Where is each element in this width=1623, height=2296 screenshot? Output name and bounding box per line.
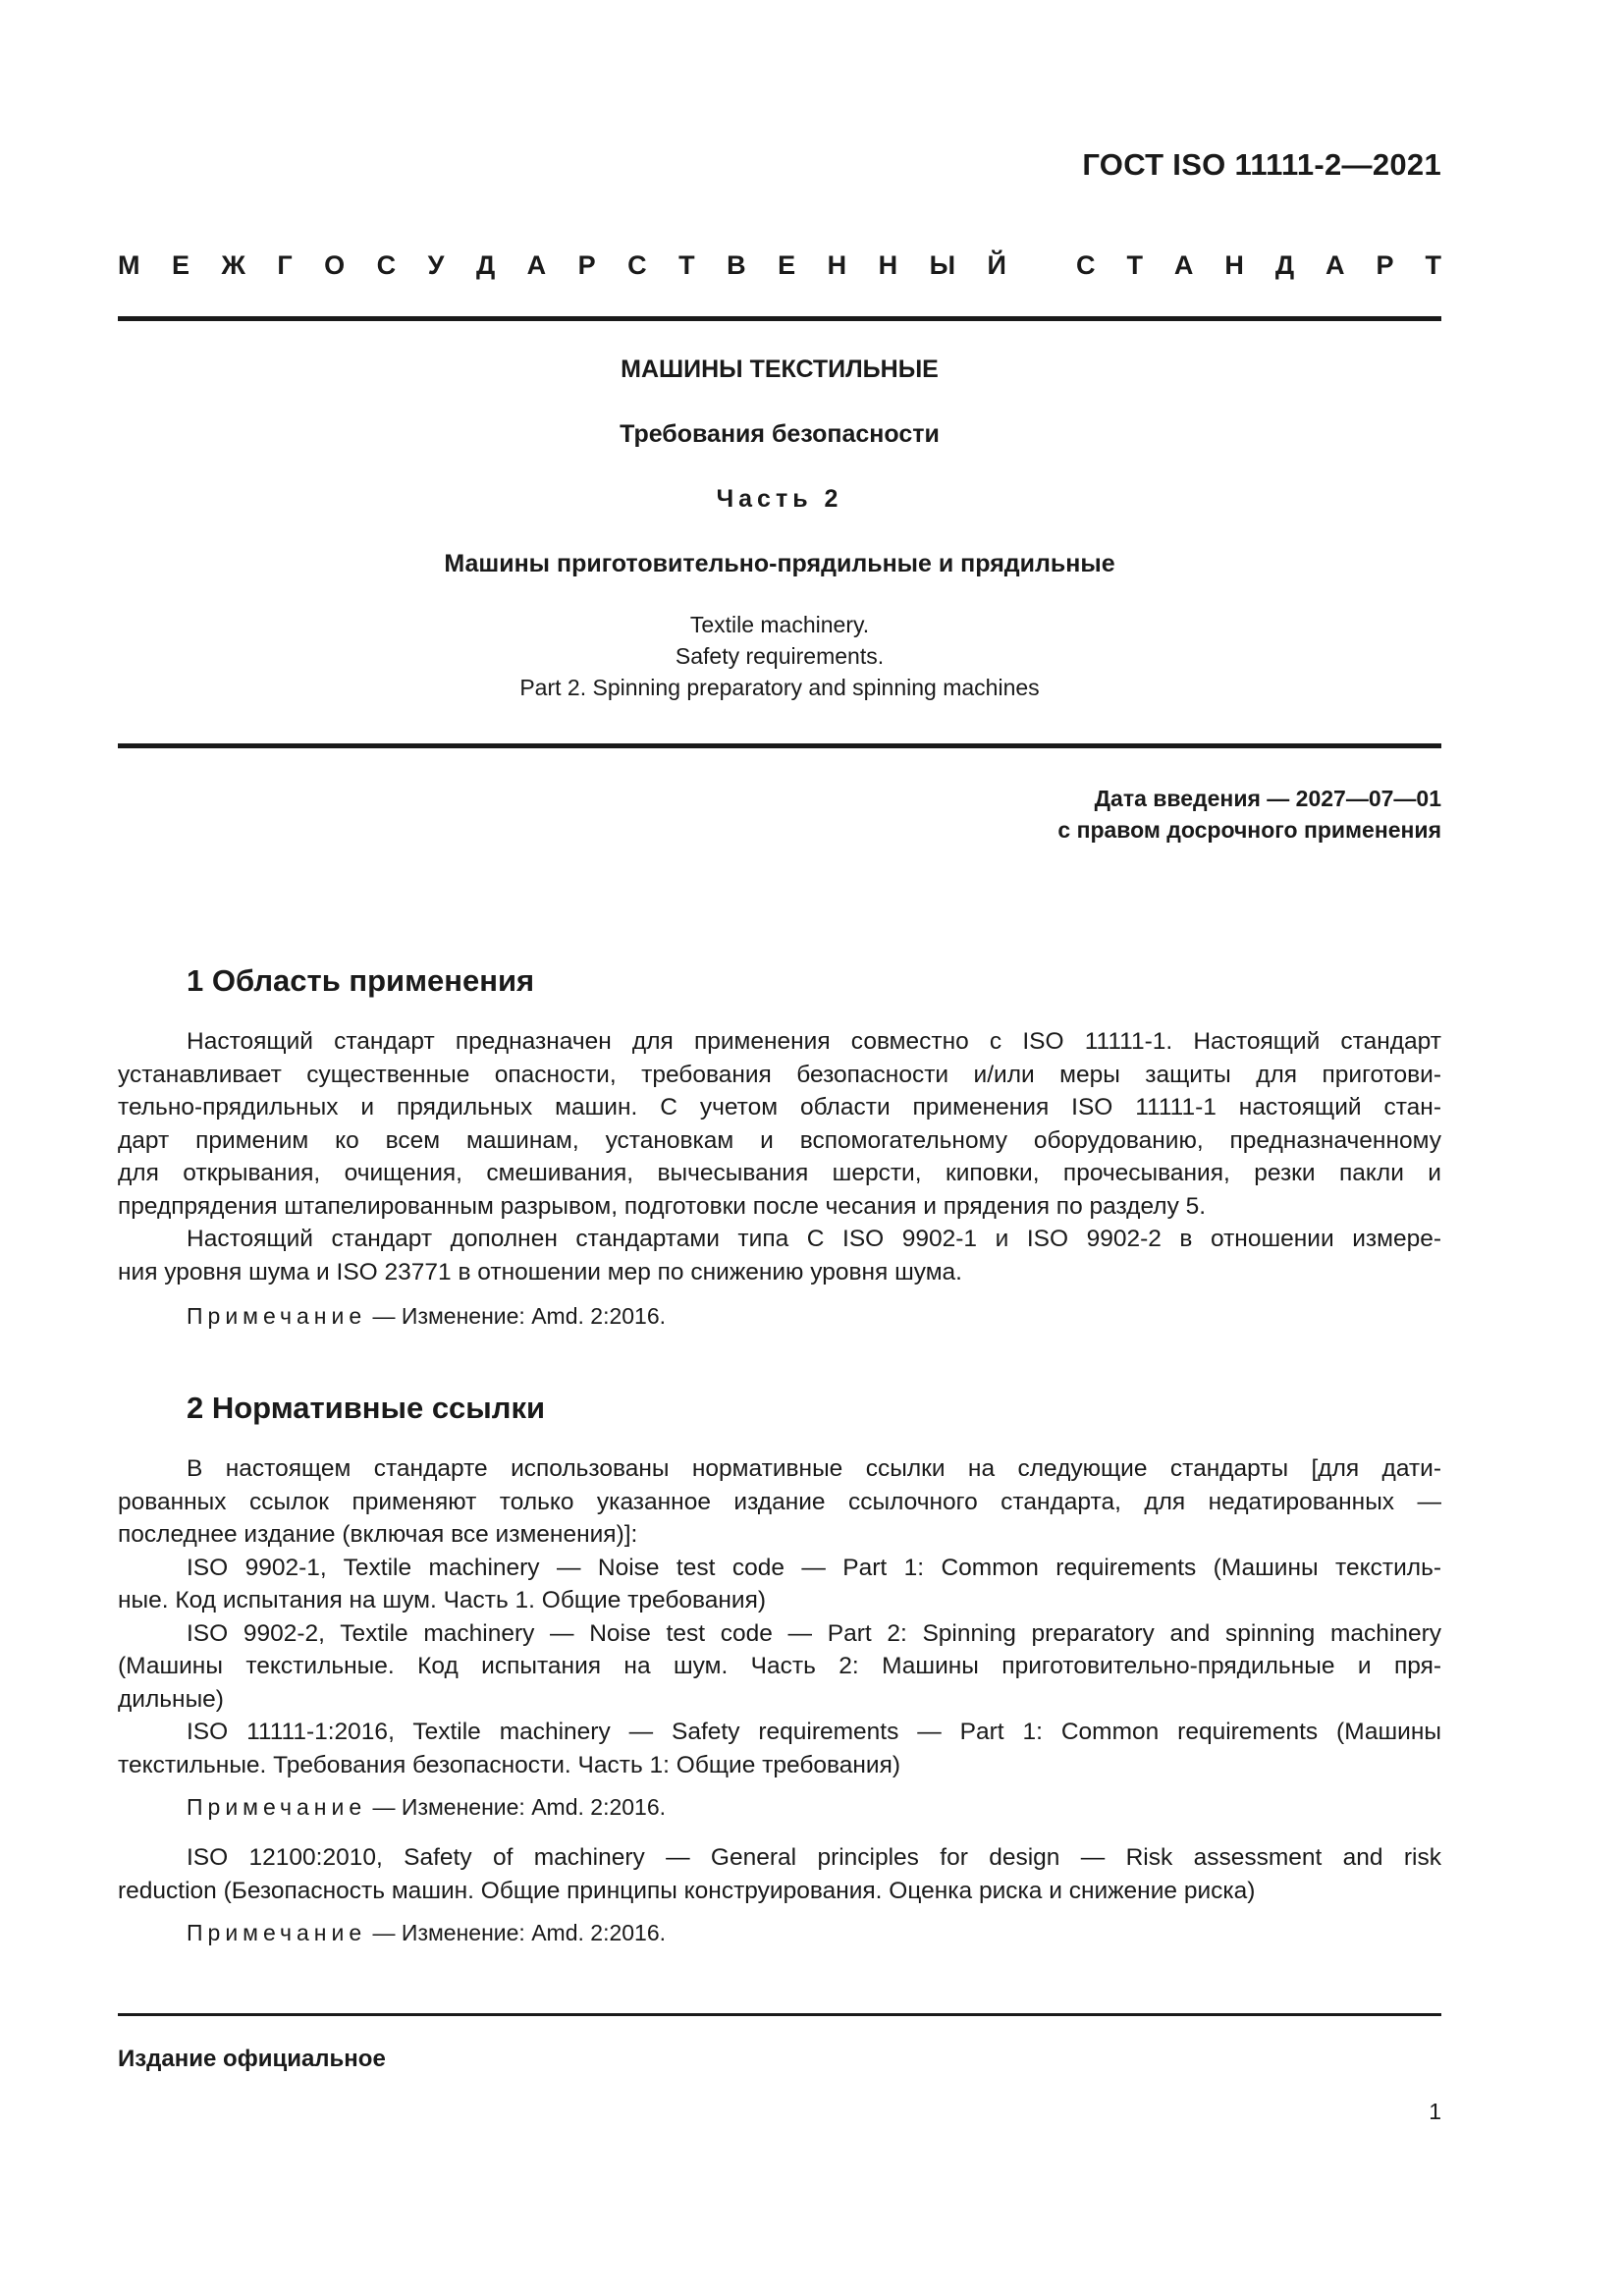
page-number: 1 — [1429, 2099, 1441, 2124]
early-application-line: с правом досрочного применения — [1057, 817, 1441, 843]
text-line: ния уровня шума и ISO 23771 в отношении мер по снижению уровня шума. — [118, 1258, 962, 1285]
note-text: — Изменение: Amd. 2:2016. — [366, 1794, 667, 1820]
section-2-references — [118, 1452, 1441, 1781]
letter: А — [1325, 250, 1345, 280]
letter: Н — [1224, 250, 1244, 280]
letter: Т — [1425, 250, 1441, 280]
letter: Т — [1126, 250, 1143, 280]
introduction-date — [1057, 783, 1441, 846]
letter: Р — [577, 250, 596, 280]
section-1-heading: 1 Область применения — [187, 963, 535, 998]
text-line: устанавливает существенные опасности, требования безопасности и/или меры защиты для приготови- — [118, 1061, 1441, 1088]
letter: Й — [987, 250, 1006, 280]
letter: Ы — [929, 250, 956, 280]
document-part-title: Машины приготовительно-прядильные и прядильные — [444, 550, 1115, 577]
text-line: дильные) — [118, 1685, 224, 1713]
letter: У — [427, 250, 445, 280]
letter: А — [526, 250, 547, 280]
note-text: — Изменение: Amd. 2:2016. — [366, 1303, 667, 1329]
letter: О — [324, 250, 346, 280]
title-divider — [118, 743, 1441, 748]
document-part: Часть 2 — [716, 485, 843, 513]
standard-type-word-standard — [1076, 250, 1441, 281]
text-line: текстильные. Требования безопасности. Часть 1: Общие требования) — [118, 1751, 901, 1778]
official-edition-label: Издание официальное — [118, 2046, 386, 2072]
letter: Д — [1274, 250, 1295, 280]
note-label: Примечание — [187, 1920, 367, 1945]
text-line: для открывания, очищения, смешивания, вычесывания шерсти, киповки, прочесывания, резки пакли и — [118, 1160, 1441, 1186]
english-title-line: Textile machinery. — [689, 612, 870, 637]
text-line: последнее издание (включая все изменения)]: — [118, 1521, 638, 1548]
section-2-reference-iso-12100 — [118, 1841, 1441, 1907]
header-divider — [118, 316, 1441, 321]
letter: Н — [878, 250, 898, 280]
document-subtitle: Требования безопасности — [620, 420, 940, 448]
footer-divider — [118, 2013, 1441, 2016]
letter: В — [727, 250, 746, 280]
document-title: МАШИНЫ ТЕКСТИЛЬНЫЕ — [621, 355, 939, 383]
document-code: ГОСТ ISO 11111-2—2021 — [1082, 147, 1441, 182]
english-title-line: Part 2. Spinning preparatory and spinning machines — [519, 675, 1040, 700]
text-line: ISO 12100:2010, Safety of machinery — General principles for design — Risk assessment and risk — [187, 1844, 1441, 1871]
letter: С — [376, 250, 397, 280]
letter: Р — [1376, 250, 1394, 280]
text-line: Настоящий стандарт дополнен стандартами типа С ISO 9902-1 и ISO 9902-2 в отношении измере- — [187, 1226, 1441, 1252]
letter: Н — [827, 250, 847, 280]
text-line: ISO 9902-2, Textile machinery — Noise test code — Part 2: Spinning preparatory and spinning machinery — [187, 1619, 1441, 1647]
section-2-note-1 — [187, 1794, 666, 1821]
letter: Д — [475, 250, 496, 280]
text-line: ISO 11111-1:2016, Textile machinery — Safety requirements — Part 1: Common requirements (Машины — [187, 1719, 1441, 1745]
letter: С — [627, 250, 647, 280]
letter: Ж — [221, 250, 245, 280]
section-1-paragraph-1 — [118, 1025, 1441, 1288]
text-line: предпрядения штапелированным разрывом, подготовки после чесания и прядения по разделу 5. — [118, 1192, 1207, 1220]
letter: Е — [778, 250, 796, 280]
text-line: дарт применим ко всем машинам, установкам и вспомогательному оборудованию, предназначенному — [118, 1126, 1441, 1154]
letter: М — [118, 250, 140, 280]
letter: Т — [678, 250, 695, 280]
text-line: Настоящий стандарт предназначен для применения совместно с ISO 11111-1. Настоящий стандарт — [187, 1028, 1441, 1055]
letter: С — [1076, 250, 1096, 280]
text-line: рованных ссылок применяют только указанное издание ссылочного стандарта, для недатированных — — [118, 1488, 1441, 1515]
section-1-note — [187, 1303, 666, 1330]
standard-type-word-interstate — [118, 250, 1006, 281]
note-text: — Изменение: Amd. 2:2016. — [366, 1920, 667, 1945]
letter: Е — [171, 250, 189, 280]
text-line: (Машины текстильные. Код испытания на шум. Часть 2: Машины приготовительно-прядильные и пря- — [118, 1653, 1441, 1679]
standard-type-heading — [118, 250, 1441, 281]
text-line: reduction (Безопасность машин. Общие принципы конструирования. Оценка риска и снижение риска) — [118, 1877, 1256, 1904]
note-label: Примечание — [187, 1303, 367, 1329]
text-line: ные. Код испытания на шум. Часть 1. Общие требования) — [118, 1587, 767, 1613]
introduction-date-line: Дата введения — 2027—07—01 — [1094, 786, 1441, 811]
section-2-heading: 2 Нормативные ссылки — [187, 1391, 546, 1425]
text-line: тельно-прядильных и прядильных машин. С учетом области применения ISO 11111-1 настоящий стан- — [118, 1094, 1441, 1121]
letter: Г — [277, 250, 293, 280]
english-title-line: Safety requirements. — [675, 643, 885, 669]
note-label: Примечание — [187, 1794, 367, 1820]
text-line: ISO 9902-1, Textile machinery — Noise test code — Part 1: Common requirements (Машины текстиль- — [187, 1554, 1441, 1581]
text-line: В настоящем стандарте использованы нормативные ссылки на следующие стандарты [для дати- — [187, 1455, 1441, 1482]
section-2-note-2 — [187, 1920, 666, 1946]
letter: А — [1173, 250, 1194, 280]
